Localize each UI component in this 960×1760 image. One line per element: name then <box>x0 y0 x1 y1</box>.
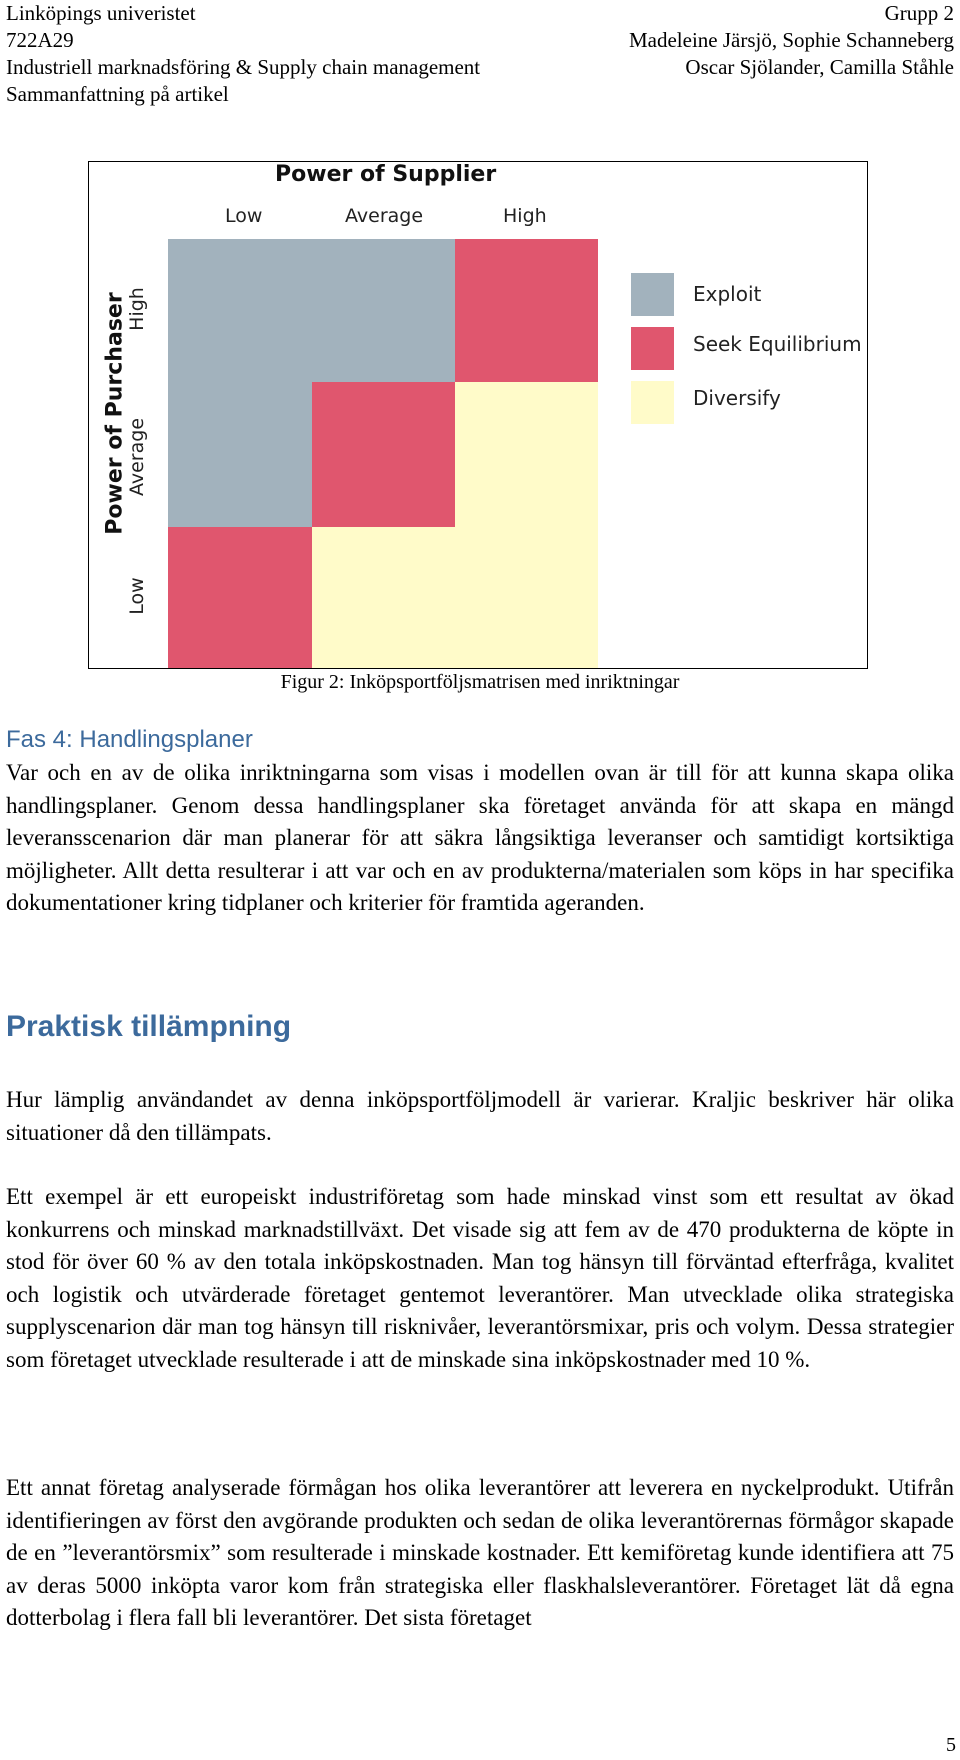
document-type: Sammanfattning på artikel <box>6 82 229 106</box>
matrix-cell-low-average <box>312 527 455 668</box>
paragraph-example-1: Ett exempel är ett europeiskt industriföretag som hade minskad vinst som ett resultat av ökad konkurrens och minskad marknadstillväxt. Det visade sig att fem av de 470 produkterna de köpte in stod för över 60 % av den totala inköpskostnaden. Man tog hänsyn till förväntad efterfråga, kvalitet och logistik och utvärderade företaget gentemot leverantörer. Man utvecklade olika strategiska supplyscenarion där man tog hänsyn till risknivåer, leverantörsmixar, pris och volym. Dessa strategier som företaget utvecklade resulterade i att de minskade sina inköpskostnader med 10 %. <box>6 1184 954 1372</box>
row-label-low: Low <box>126 577 148 615</box>
matrix-cell-high-high <box>455 239 598 382</box>
figure-y-title: Power of Purchaser <box>102 292 128 535</box>
col-label-low: Low <box>225 205 263 227</box>
matrix-cell-average-high <box>455 382 598 527</box>
authors-line-1: Madeleine Järsjö, Sophie Schanneberg <box>628 28 954 52</box>
group-name: Grupp 2 <box>884 1 954 25</box>
paragraph-example-2: Ett annat företag analyserade förmågan hos olika leverantörer att leverera en nyckelprodukt. Utifrån identifieringen av först den avgörande produkten och sedan de olika leverantörernas förmågor skapade de en ”leverantörsmix” som resulterade i minskade kostnader. Ett kemiföretag kunde identifiera att 75 av deras 5000 inköpta varor kom från strategiska eller flaskhalsleverantörer. Företaget lät då egna dotterbolag i flera fall bli leverantörer. Det sista företaget <box>6 1475 954 1630</box>
figure-caption: Figur 2: Inköpsportföljsmatrisen med inriktningar <box>280 671 680 693</box>
legend-label-exploit: Exploit <box>693 282 762 306</box>
legend-swatch-seek-equilibrium <box>631 327 674 370</box>
matrix-cell-average-low <box>168 382 312 527</box>
matrix-cell-low-high <box>455 527 598 668</box>
col-label-high: High <box>503 205 547 227</box>
section-heading-handlingsplaner: Fas 4: Handlingsplaner <box>6 726 253 753</box>
matrix-cell-high-low <box>168 239 312 382</box>
matrix-cell-low-low <box>168 527 312 668</box>
legend-label-diversify: Diversify <box>693 386 781 410</box>
legend-swatch-exploit <box>631 273 674 316</box>
paragraph-intro: Hur lämplig användandet av denna inköpsportföljmodell är varierar. Kraljic beskriver här olika situationer då den tillämpats. <box>6 1087 954 1145</box>
authors-line-2: Oscar Sjölander, Camilla Ståhle <box>685 55 954 79</box>
header-left <box>6 0 480 108</box>
row-label-average: Average <box>126 417 148 497</box>
matrix-cell-high-average <box>312 239 455 382</box>
row-label-high: High <box>126 287 148 331</box>
header-right <box>629 0 954 81</box>
purchasing-portfolio-matrix-figure <box>88 161 868 669</box>
col-label-average: Average <box>345 205 424 227</box>
legend-label-seek-equilibrium: Seek Equilibrium <box>693 332 862 356</box>
course-name: Industriell marknadsföring & Supply chain management <box>6 55 481 79</box>
legend-swatch-diversify <box>631 381 674 424</box>
matrix-cell-average-average <box>312 382 455 527</box>
figure-x-title: Power of Supplier <box>275 162 497 187</box>
section-heading-praktisk-tillampning: Praktisk tillämpning <box>6 1010 292 1043</box>
university-name: Linköpings univeristet <box>6 1 196 25</box>
paragraph-handlingsplaner: Var och en av de olika inriktningarna som visas i modellen ovan är till för att kunna skapa olika handlingsplaner. Genom dessa handlingsplaner ska företaget använda för att skapa en mängd leveransscenarion där man planerar för att säkra långsiktiga leveranser och samtidigt kortsiktiga möjligheter. Allt detta resulterar i att var och en av produkterna/materialen som köps in har specifika dokumentationer kring tidplaner och kriterier för framtida ageranden. <box>6 760 954 915</box>
course-code: 722A29 <box>6 28 74 52</box>
page-number: 5 <box>946 1734 956 1756</box>
